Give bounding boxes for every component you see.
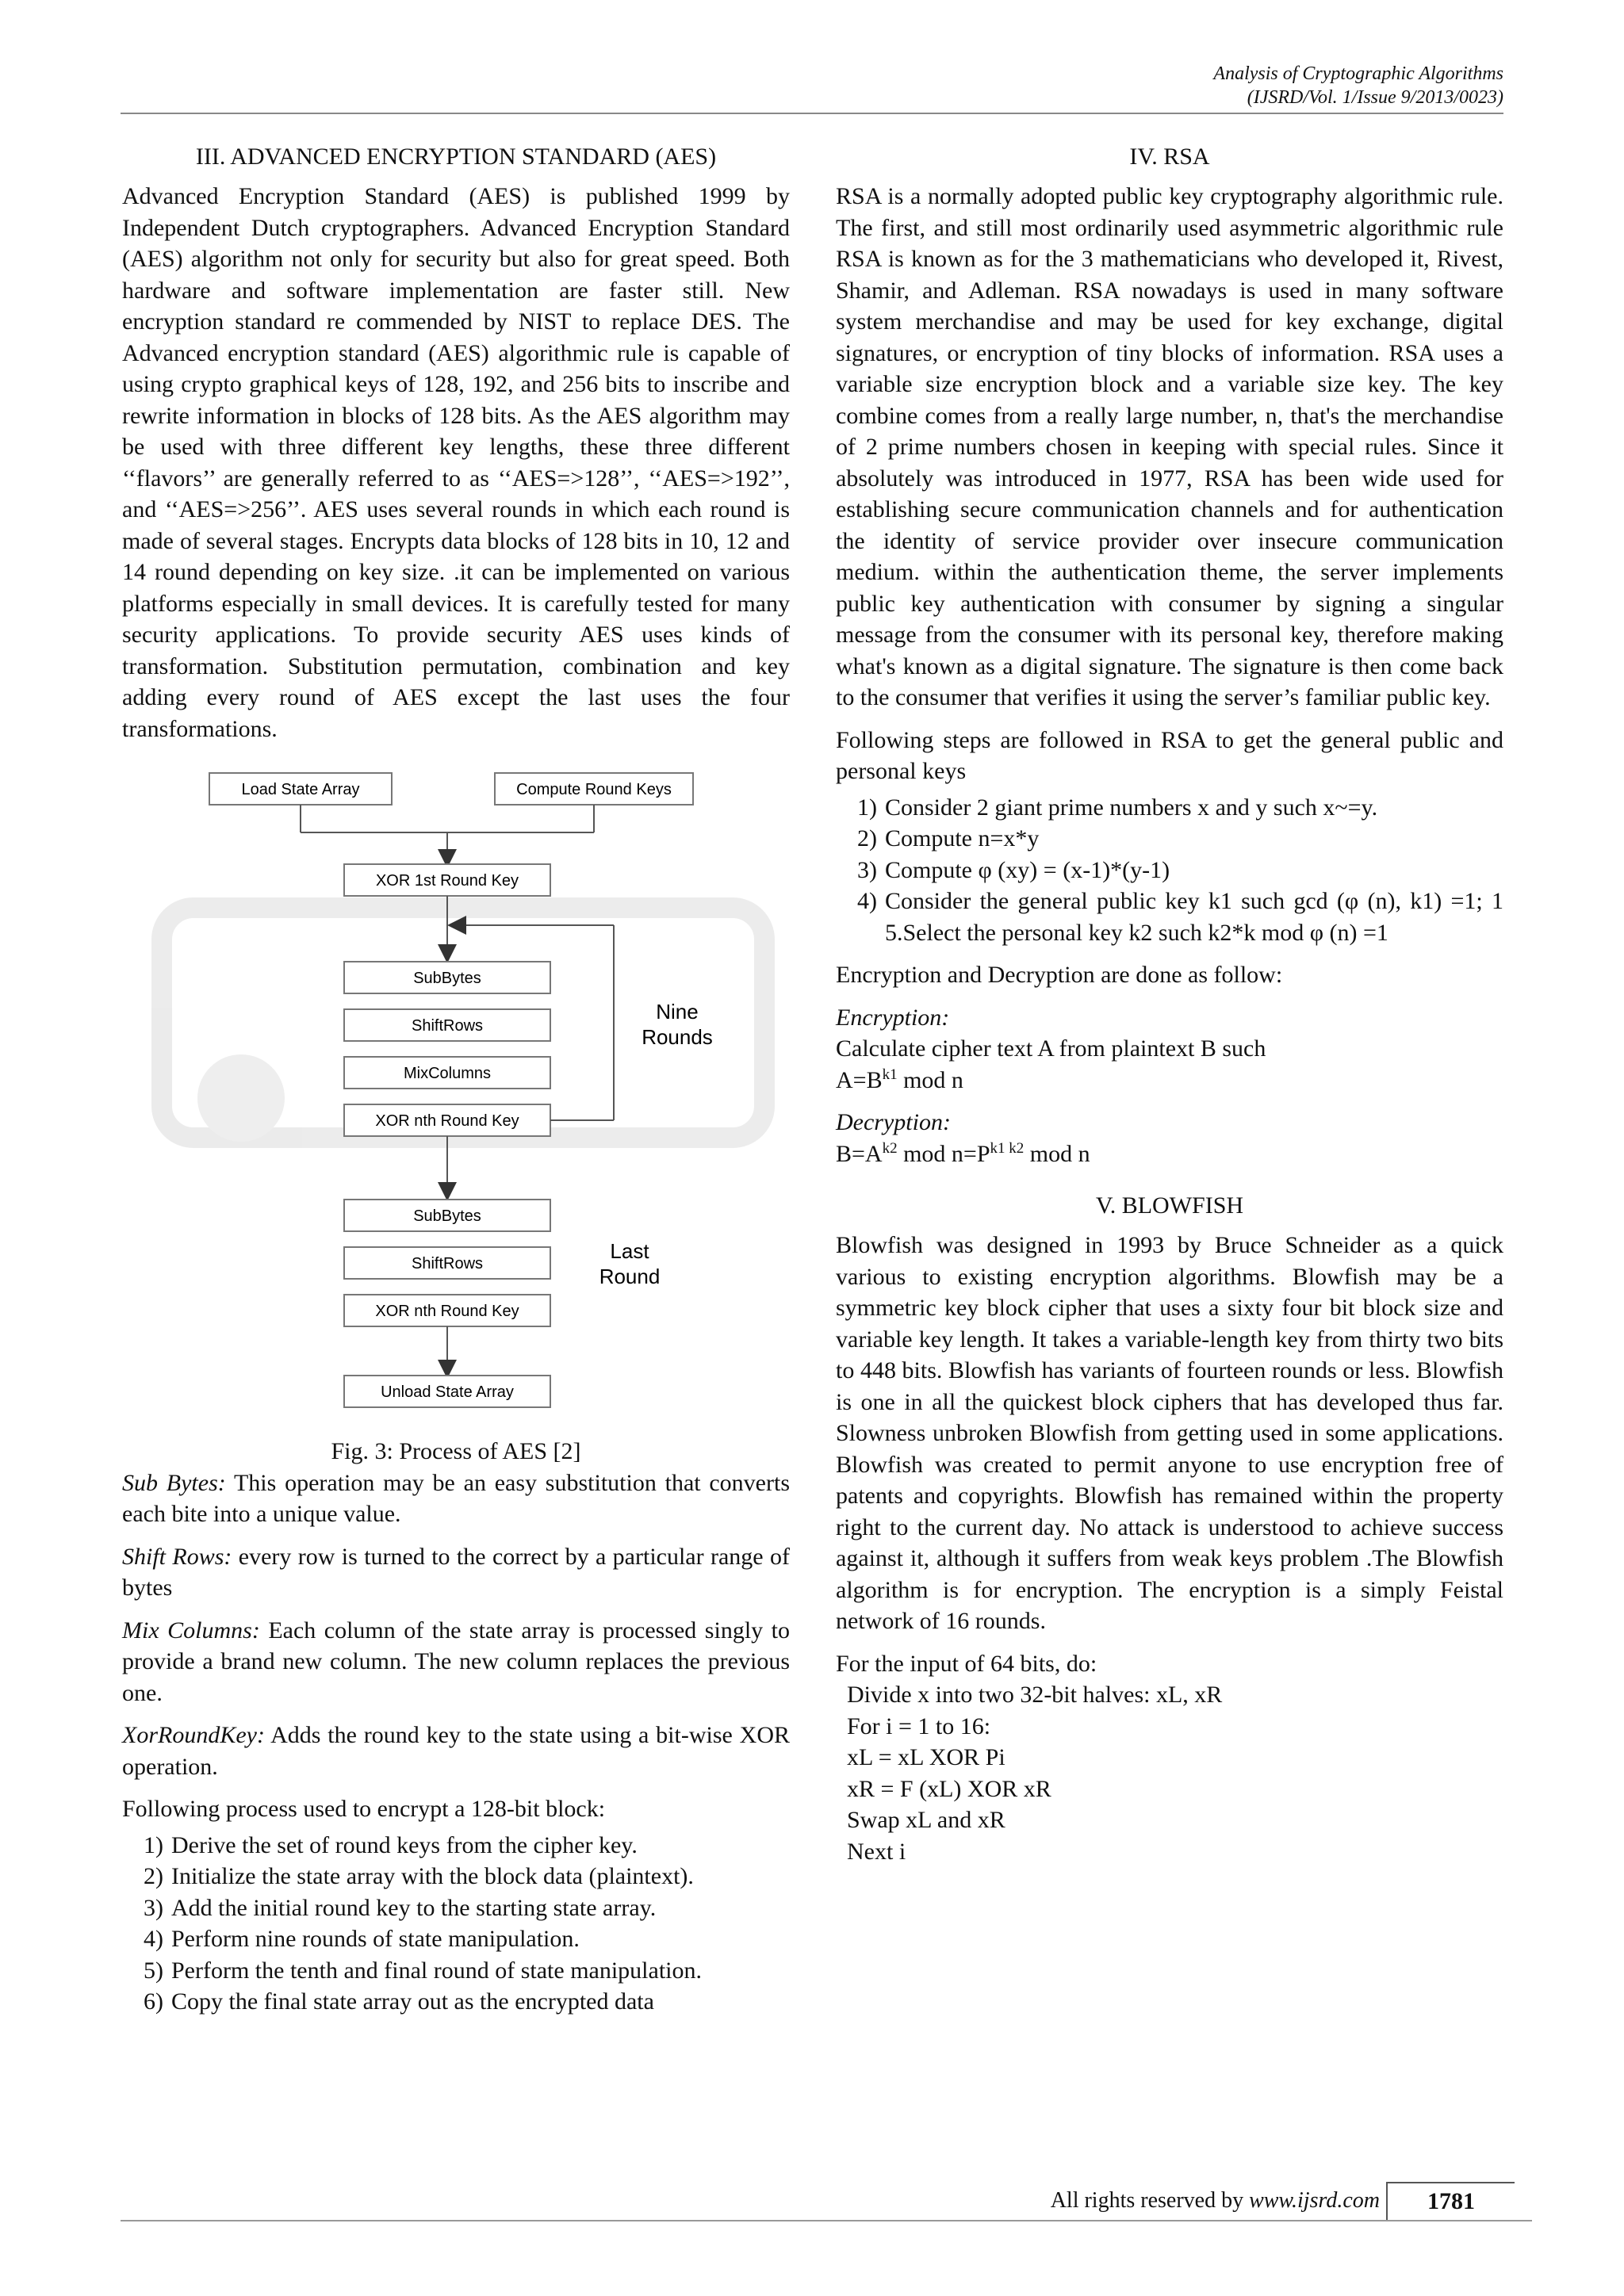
decryption-formula: $B=A^{k2}$ mod $n=P^{k1 k2}$ mod n — [836, 1139, 1090, 1167]
mixcolumns-desc: Each column of the state array is processed singly to provide a brand new column. The new column replaces the previous one. — [122, 1617, 790, 1706]
unload-state-label: Unload State Array — [381, 1383, 514, 1401]
header-issue: (IJSRD/Vol. 1/Issue 9/2013/0023) — [1247, 87, 1503, 108]
right-column — [836, 141, 1503, 1867]
rsa-enc-dec-intro: Encryption and Decryption are done as follow: — [836, 962, 1283, 988]
header-rule — [121, 113, 1503, 114]
list-item: 4) Perform nine rounds of state manipulation. — [144, 1926, 580, 1952]
last-round-label-2: Round — [599, 1265, 661, 1288]
page-number: 1781 — [1386, 2182, 1515, 2220]
mixcolumns-paragraph — [122, 1615, 790, 1709]
code-line: Swap xL and xR — [847, 1807, 1005, 1833]
xorroundkey-paragraph — [122, 1720, 790, 1782]
xor-first-label: XOR 1st Round Key — [375, 872, 519, 890]
compute-keys-label: Compute Round Keys — [516, 781, 672, 798]
shiftrows-desc: every row is turned to the correct by a particular range of bytes — [122, 1543, 790, 1601]
list-item: 4) Consider the general public key k1 such gcd (φ (n), k1) =1; 1 5.Select the personal key k2 such k2*k mod φ (n) =1 — [857, 888, 1503, 946]
nine-rounds-label-2: Rounds — [642, 1025, 713, 1049]
blowfish-pseudocode — [836, 1679, 1503, 1867]
footer-rule — [121, 2220, 1532, 2221]
running-header — [1213, 62, 1503, 109]
footer-rights: All rights reserved by www.ijsrd.com — [1050, 2188, 1380, 2213]
xor-nth-label-1: XOR nth Round Key — [375, 1112, 519, 1130]
left-column — [122, 141, 790, 2018]
nine-rounds-label-1: Nine — [656, 1000, 699, 1024]
list-item: 2) Compute n=x*y — [857, 825, 1040, 851]
rsa-intro: RSA is a normally adopted public key cryptography algorithmic rule. The first, and still most ordinarily used asymmetric algorithmic rule RSA is known as for the 3 mathematicians who developed it, Rivest, Shamir, and Adleman. RSA nowadays is used in many software system merchandise and may be used for key exchange, digital signatures, or encryption of tiny blocks of information. RSA uses a variable size encryption block and a variable size key. The key combine comes from a really large number, n, that's the merchandise of 2 prime numbers chosen in keeping with special rules. Since it absolutely was introduced in 1977, RSA has been wide used for establishing secure communication channels and for authentication the identity of service provider over insecure communication medium. within the authentication theme, the server implements public key authentication with consumer by signing a singular message from the consumer with its personal key, therefore making what's known as a digital signature. The signature is then come back to the consumer that verifies it using the server’s familiar public key. — [836, 183, 1503, 710]
blowfish-intro: Blowfish was designed in 1993 by Bruce Schneider as a quick various to existing encryption algorithms. Blowfish may be a symmetric key block cipher that uses a sixty four bit block size and variable key length. It takes a variable-length key from thirty two bits to 448 bits. Blowfish has variants of fourteen rounds or less. Blowfish is one in all the quickest block ciphers that has developed thus far. Slowness unbroken Blowfish from getting used in some applications. Blowfish was created to permit anyone to use encryption free of patents and copyrights. Blowfish has remained within the property right to the current day. No attack is understood to achieve success against it, although it suffers from weak keys problem .The Blowfish algorithm is for encryption. The encryption is a simply Feistal network of 16 rounds. — [836, 1232, 1503, 1634]
mixcolumns-term: Mix Columns: — [122, 1617, 260, 1644]
last-round-label-1: Last — [610, 1239, 649, 1263]
blowfish-input-intro: For the input of 64 bits, do: — [836, 1650, 1097, 1677]
mixcolumns-label: MixColumns — [403, 1065, 492, 1082]
xorroundkey-desc: Adds the round key to the state using a bit-wise XOR operation. — [122, 1722, 790, 1780]
aes-intro: Advanced Encryption Standard (AES) is published 1999 by Independent Dutch cryptographers. Advanced Encryption Standard (AES) algorithm not only for security but also for great speed. Both hardware and software implementation are faster still. New encryption standard re commended by NIST to replace DES. The Advanced encryption standard (AES) algorithmic rule is capable of using crypto graphical keys of 128, 192, and 256 bits to inscribe and rewrite information in blocks of 128 bits. As the AES algorithm may be used with three different key lengths, these three different ‘‘flavors’’ are generally referred to as ‘‘AES=>128’’, ‘‘AES=>192’’, and ‘‘AES=>256’’. AES uses several rounds in which each round is made of several stages. Encrypts data blocks of 128 bits in 10, 12 and 14 round depending on key size. .it can be implemented on various platforms especially in small devices. It is carefully tested for many security applications. To provide security AES uses kinds of transformation. Substitution permutation, combination and key adding every round of AES except the last uses the four transformations. — [122, 183, 790, 742]
list-item: 5) Perform the tenth and final round of state manipulation. — [144, 1957, 702, 1984]
list-item: 6) Copy the final state array out as the encrypted data — [144, 1988, 654, 2015]
xorroundkey-term: XorRoundKey: — [122, 1722, 265, 1748]
subbytes-label-2: SubBytes — [413, 1207, 481, 1225]
code-line: For i = 1 to 16: — [847, 1712, 991, 1739]
subbytes-paragraph — [122, 1468, 790, 1530]
encryption-text: Calculate cipher text A from plaintext B such — [836, 1035, 1266, 1062]
list-item: 1) Consider 2 giant prime numbers x and y such x~=y. — [857, 794, 1378, 821]
page-footer — [928, 2182, 1562, 2221]
blowfish-heading: V. BLOWFISH — [1095, 1192, 1244, 1219]
shiftrows-label-1: ShiftRows — [411, 1017, 484, 1035]
shiftrows-paragraph — [122, 1541, 790, 1604]
encryption-label: Encryption: — [836, 1004, 950, 1031]
encryption-formula: $A=B^{k1}$ mod n — [836, 1066, 963, 1093]
list-item: 3) Compute φ (xy) = (x-1)*(y-1) — [857, 856, 1170, 883]
shiftrows-term: Shift Rows: — [122, 1543, 232, 1570]
aes-flow-diagram — [122, 757, 790, 1431]
list-item: 2) Initialize the state array with the block data (plaintext). — [144, 1863, 694, 1889]
aes-process-intro: Following process used to encrypt a 128-bit block: — [122, 1796, 606, 1822]
code-line: Divide x into two 32-bit halves: xL, xR — [847, 1682, 1223, 1708]
aes-figure — [122, 757, 790, 1431]
code-line: xR = F (xL) XOR xR — [847, 1775, 1051, 1802]
rsa-steps-intro: Following steps are followed in RSA to get the general public and personal keys — [836, 726, 1503, 784]
shiftrows-label-2: ShiftRows — [411, 1255, 484, 1272]
aes-steps-list — [122, 1830, 790, 2018]
subbytes-term: Sub Bytes: — [122, 1469, 226, 1496]
code-line: Next i — [847, 1838, 906, 1865]
header-title: Analysis of Cryptographic Algorithms — [1213, 63, 1503, 84]
footer-url[interactable]: www.ijsrd.com — [1249, 2188, 1380, 2213]
figure-caption: Fig. 3: Process of AES [2] — [331, 1438, 581, 1464]
decryption-label: Decryption: — [836, 1109, 951, 1135]
rsa-heading: IV. RSA — [1129, 144, 1210, 170]
xor-nth-label-2: XOR nth Round Key — [375, 1303, 519, 1320]
code-line: xL = xL XOR Pi — [847, 1744, 1005, 1770]
subbytes-desc: This operation may be an easy substitution that converts each bite into a unique value. — [122, 1469, 790, 1527]
list-item: 3) Add the initial round key to the starting state array. — [144, 1894, 657, 1921]
aes-heading: III. ADVANCED ENCRYPTION STANDARD (AES) — [195, 144, 717, 170]
rsa-steps-list — [836, 792, 1503, 949]
load-state-label: Load State Array — [241, 781, 360, 798]
subbytes-label-1: SubBytes — [413, 970, 481, 987]
list-item: 1) Derive the set of round keys from the cipher key. — [144, 1831, 638, 1858]
